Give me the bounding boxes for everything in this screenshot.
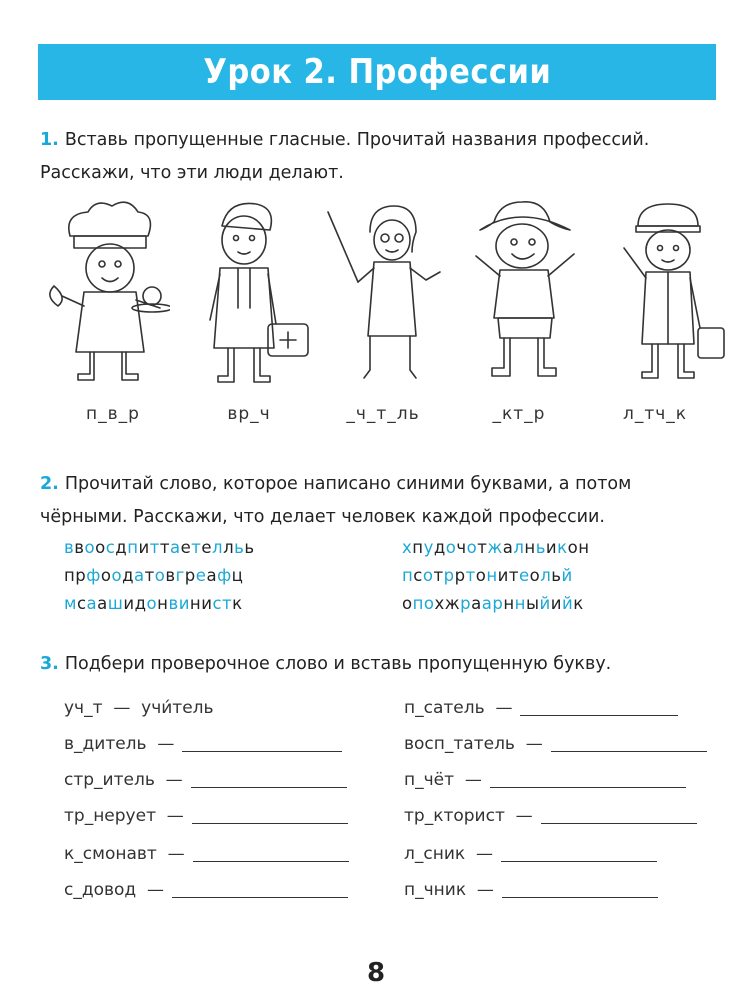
scramble-letter: ж — [487, 538, 503, 557]
answer-line[interactable] — [502, 896, 658, 898]
scramble-letter: т — [477, 538, 488, 557]
scramble-letter: в — [64, 538, 75, 557]
scramble-letter: д — [115, 538, 128, 557]
scramble-letter: р — [460, 594, 472, 613]
scramble-letter: е — [180, 538, 192, 557]
task-2-text: Прочитай слово, которое написано синими буквами, а потом чёрными. Расскажи, что делает человек каждой профессии. — [40, 474, 632, 527]
scramble-letter: н — [189, 594, 202, 613]
scramble-letter: т — [159, 538, 170, 557]
scramble-letter: к — [573, 594, 584, 613]
scramble-letter: м — [64, 594, 77, 613]
scramble-letter: с — [76, 594, 87, 613]
scramble-letter: о — [466, 538, 478, 557]
scramble-letter: х — [402, 538, 413, 557]
scramble-letter: п — [64, 566, 76, 585]
scramble-letter: ь — [234, 538, 245, 557]
scramble-letter: в — [74, 538, 85, 557]
scramble-word — [402, 566, 573, 585]
scramble-letter: а — [134, 566, 145, 585]
scramble-letter: о — [475, 566, 487, 585]
scramble-letter: ф — [86, 566, 101, 585]
scramble-letter: о — [95, 538, 106, 557]
scramble-letter: д — [122, 566, 135, 585]
pilot-figure-icon — [600, 196, 730, 396]
lesson-title: Урок 2. Профессии — [203, 52, 551, 92]
lesson-title-banner — [38, 44, 716, 100]
scramble-letter: ь — [551, 566, 562, 585]
scramble-word — [402, 594, 584, 613]
task-2-number: 2. — [40, 474, 59, 494]
scramble-letter: о — [445, 538, 457, 557]
exercise-item: л_сник — — [404, 844, 657, 864]
task-3-instructions — [40, 648, 720, 681]
answer-line[interactable] — [490, 786, 686, 788]
scramble-letter: и — [178, 594, 190, 613]
answer-line[interactable] — [520, 714, 678, 716]
task-3-number: 3. — [40, 654, 59, 674]
scramble-letter: и — [123, 594, 135, 613]
scramble-letter: л — [540, 566, 552, 585]
scramble-letter: д — [433, 538, 446, 557]
scramble-letter: х — [434, 594, 445, 613]
teacher-figure-icon — [322, 196, 452, 396]
scramble-letter: ф — [217, 566, 232, 585]
scramble-letter: о — [146, 594, 158, 613]
scramble-letter: о — [422, 566, 434, 585]
scramble-letter: й — [561, 594, 574, 613]
scramble-letter: е — [201, 538, 213, 557]
exercise-item: с_довод — — [64, 880, 348, 900]
figure-word-1: п_в_р — [86, 404, 140, 424]
scramble-letter: й — [561, 566, 573, 585]
scramble-letter: с — [105, 538, 116, 557]
exercise-item: уч_т — учи́тель — [64, 698, 214, 718]
scramble-letter: о — [111, 566, 123, 585]
scramble-letter: е — [195, 566, 207, 585]
profession-figures — [40, 196, 730, 396]
scramble-letter: в — [165, 566, 176, 585]
scramble-letter: л — [212, 538, 224, 557]
scramble-word — [64, 566, 243, 585]
exercise-item: п_сатель — — [404, 698, 678, 718]
scramble-letter: а — [502, 538, 514, 557]
scramble-word — [402, 538, 590, 557]
scramble-letter: е — [518, 566, 530, 585]
scramble-letter: с — [212, 594, 223, 613]
answer-line[interactable] — [541, 822, 697, 824]
scramble-letter: н — [486, 566, 498, 585]
exercise-item: тр_кторист — — [404, 806, 697, 826]
scramble-letter: п — [127, 538, 139, 557]
scramble-letter: и — [497, 566, 509, 585]
task-1-instructions — [40, 124, 720, 190]
scramble-letter: ь — [535, 538, 546, 557]
figure-word-5: л_тч_к — [622, 404, 688, 424]
answer-line[interactable] — [551, 750, 707, 752]
scramble-letter: д — [134, 594, 147, 613]
scramble-letter: ь — [244, 538, 255, 557]
scramble-letter: н — [578, 538, 590, 557]
scramble-letter: н — [514, 594, 526, 613]
scramble-letter: и — [550, 594, 562, 613]
scramble-letter: ж — [444, 594, 461, 613]
scramble-letter: у — [423, 538, 434, 557]
exercise-item: п_чёт — — [404, 770, 686, 790]
scramble-letter: и — [138, 538, 150, 557]
scramble-letter: т — [433, 566, 444, 585]
chef-figure-icon — [40, 196, 170, 396]
scramble-letter: к — [232, 594, 243, 613]
answer-line[interactable] — [501, 860, 657, 862]
exercise-item: в_дитель — — [64, 734, 342, 754]
scramble-letter: а — [97, 594, 108, 613]
scramble-letter: р — [454, 566, 466, 585]
scramble-letter: п — [412, 594, 424, 613]
task-2-instructions — [40, 468, 720, 534]
scramble-letter: а — [86, 594, 98, 613]
scramble-letter: о — [402, 594, 413, 613]
scramble-letter: т — [191, 538, 202, 557]
answer-line[interactable] — [182, 750, 342, 752]
exercise-item: п_чник — — [404, 880, 658, 900]
scramble-letter: т — [508, 566, 519, 585]
scramble-letter: о — [529, 566, 541, 585]
scramble-letter: т — [149, 538, 160, 557]
scramble-letter: р — [75, 566, 87, 585]
scramble-letter: н — [503, 594, 515, 613]
scramble-letter: н — [524, 538, 536, 557]
scramble-letter: в — [168, 594, 179, 613]
page-number: 8 — [366, 958, 386, 988]
scramble-letter: о — [84, 538, 96, 557]
answer-line[interactable] — [192, 822, 348, 824]
scramble-letter: р — [492, 594, 504, 613]
scramble-letter: о — [423, 594, 435, 613]
task-1-number: 1. — [40, 130, 59, 150]
scramble-letter: о — [100, 566, 112, 585]
scramble-letter: ч — [456, 538, 467, 557]
scramble-letter: с — [413, 566, 423, 585]
answer-line[interactable] — [193, 860, 349, 862]
scramble-word — [64, 594, 243, 613]
scramble-letter: й — [539, 594, 551, 613]
scramble-letter: а — [481, 594, 493, 613]
scramble-letter: л — [223, 538, 235, 557]
actor-figure-icon — [460, 196, 590, 396]
example-answer: учи́тель — [141, 698, 214, 718]
scramble-letter: р — [443, 566, 455, 585]
scramble-letter: и — [545, 538, 558, 557]
scramble-letter: п — [402, 566, 414, 585]
scramble-letter: л — [513, 538, 525, 557]
exercise-item: стр_итель — — [64, 770, 347, 790]
figure-word-4: _кт_р — [492, 404, 546, 424]
figure-word-2: вр_ч — [227, 404, 271, 424]
doctor-figure-icon — [180, 196, 310, 396]
answer-line[interactable] — [172, 896, 348, 898]
scramble-letter: к — [557, 538, 568, 557]
scramble-letter: а — [206, 566, 218, 585]
exercise-item: восп_татель — — [404, 734, 707, 754]
scramble-letter: т — [222, 594, 233, 613]
scramble-letter: ш — [107, 594, 124, 613]
scramble-letter: р — [184, 566, 196, 585]
scramble-word — [64, 538, 255, 557]
task-1-text: Вставь пропущенные гласные. Прочитай названия профессий. Расскажи, что эти люди делают. — [40, 130, 650, 183]
task-3-text: Подбери проверочное слово и вставь пропущенную букву. — [64, 654, 612, 674]
scramble-letter: т — [144, 566, 155, 585]
scramble-letter: а — [169, 538, 181, 557]
answer-line[interactable] — [191, 786, 347, 788]
scramble-letter: ц — [231, 566, 244, 585]
scramble-letter: о — [567, 538, 579, 557]
exercise-item: к_смонавт — — [64, 844, 349, 864]
scramble-letter: п — [412, 538, 424, 557]
scramble-letter: и — [201, 594, 213, 613]
exercise-item: тр_нерует — — [64, 806, 348, 826]
scramble-letter: н — [157, 594, 169, 613]
scramble-letter: ы — [525, 594, 540, 613]
scramble-letter: т — [465, 566, 476, 585]
scramble-letter: о — [154, 566, 166, 585]
scramble-letter: а — [471, 594, 482, 613]
scramble-letter: г — [175, 566, 185, 585]
figure-word-3: _ч_т_ль — [346, 404, 420, 424]
